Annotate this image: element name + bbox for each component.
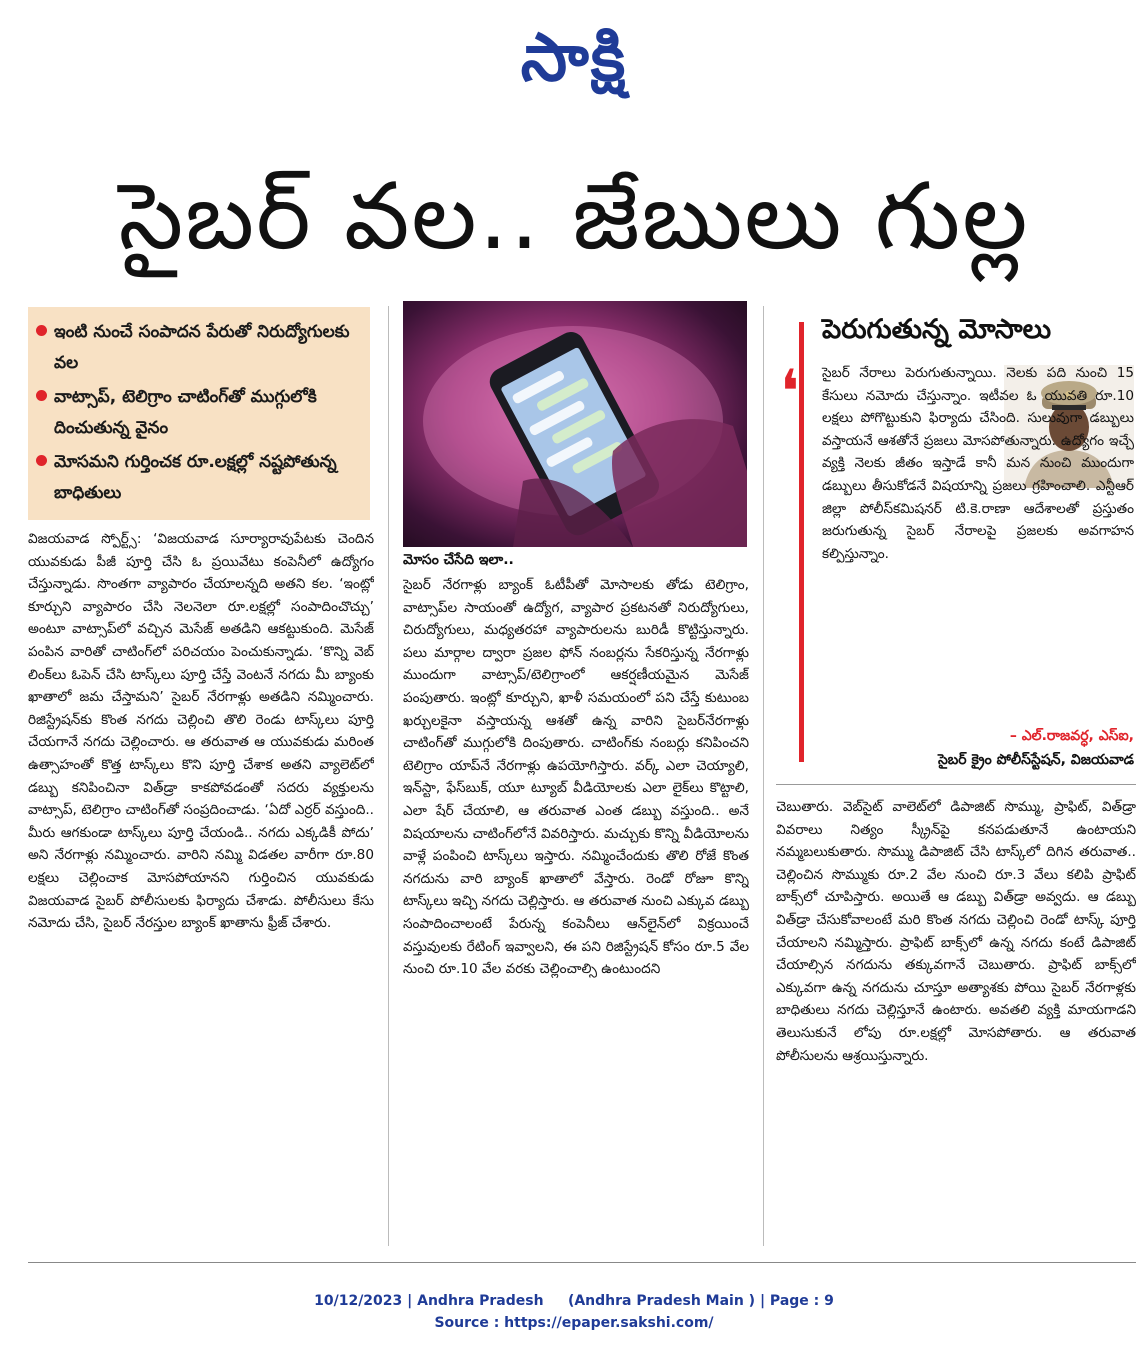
sidebar-title: పెరుగుతున్న మోసాలు [822,314,1052,345]
bullet-icon [36,390,47,401]
sidebar-accent-bar [799,322,804,762]
footer-divider [28,1262,1136,1263]
column-divider [763,306,764,1246]
article-text: చెబుతారు. వెబ్‌సైట్ వాలెట్‌లో డిపాజిట్ సొమ్ము, ప్రాఫిట్, విత్‌డ్రా వివరాలు నిత్యం స్క్రీన్‌పై కనపడుతూనే ఉంటాయని నమ్మబలుకుతారు. సొమ్ము డిపాజిట్ చేసి టాస్క్‌లో దిగిన తరువాత.. చెల్లించిన సొమ్ముకు రూ.2 వేల నుంచి రూ.3 వేలు కలిపి ప్రాఫిట్ బాక్స్‌లో చూపిస్తారు. అయితే ఆ డబ్బు విత్‌డ్రా అవ్వదు. ఆ డబ్బు విత్‌డ్రా చేసుకోవాలంటే మరి కొంత నగదు చెల్లించి రెండో టాస్క్ పూర్తి చేయాలని నమ్మిస్తారు. ప్రాఫిట్ బాక్స్‌లో ఉన్న నగదు కంటే డిపాజిట్ చేయాల్సిన నగదును తక్కువగానే చెబుతారు. ప్రాఫిట్ బాక్స్‌లో ఎక్కువగా ఉన్న నగదును చూస్తూ అత్యాశకు పోయి సైబర్ నేరగాళ్లకు బాధితులు నగదు చెల్లిస్తూనే ఉంటారు. అవతలి వ్యక్తి మాయగాడని తెలుసుకునే లోపు రూ.లక్షల్లో మోసపోతారు. ఆ తరువాత పోలీసులను ఆశ్రయిస్తున్నారు. [776,799,1136,1064]
article-text: సైబర్ నేరగాళ్లు బ్యాంక్ ఓటీపీతో మోసాలకు తోడు టెలిగ్రాం, వాట్సాప్‌ల సాయంతో ఉద్యోగ, వ్యాపార ప్రకటనతో నిరుద్యోగులు, చిరుద్యోగులు, మధ్యతరహా వ్యాపారులను బురిడీ కొట్టిస్తున్నారు. పలు మార్గాల ద్వారా ప్రజల ఫోన్ నంబర్లను సేకరిస్తున్న నేరగాళ్లు ముందుగా వాట్సాప్/టెలిగ్రాంలో ఆకర్షణీయమైన మెసేజ్ పంపుతారు. ఇంట్లో కూర్చుని, ఖాళీ సమయంలో పని చేస్తే కుటుంబ ఖర్చులకైనా వస్తాయన్న ఆశతో ఉన్న వారిని సైబర్‌నేరగాళ్లు చాటింగ్‌తో ముగ్గులోకి దింపుతారు. చాటింగ్‌కు నంబర్లు కనిపించని టెలిగ్రాం యాప్‌నే నేరగాళ్లు ఉపయోగిస్తారు. వర్క్ ఎలా చెయ్యాలి, ఇన్‌స్టా, ఫేస్‌బుక్, యూ ట్యూబ్ వీడియోలకు ఎలా లైక్‌లు కొట్టాలి, ఎలా షేర్ చేయాలి, ఆ తరువాత ఎంత డబ్బు వస్తుంది.. అనే విషయాలను చాటింగ్‌లోనే వివరిస్తారు. మచ్చుకు కొన్ని వీడియోలను వాళ్లే పంపించి టాస్క్‌లు ఇస్తారు. నమ్మించేందుకు తొలి రోజే కొంత నగదును వారి బ్యాంక్ ఖాతాలో వేస్తారు. రెండో రోజూ కొన్ని టాస్క్‌లు ఇచ్చి నగదు చెల్లిస్తారు. ఆ తరువాత నుంచి ఎక్కువ డబ్బు సంపాదించాలంటే పేరున్న కంపెనీలు ఆన్‌లైన్‌లో విక్రయించే వస్తువులకు రేటింగ్ ఇవ్వాలని, ఈ పని రిజిస్ట్రేషన్ కోసం రూ.5 వేల నుంచి రూ.10 వేల వరకు చెల్లించాల్సి ఉంటుందని [403,577,749,978]
bullet-icon [36,325,47,336]
column-divider [388,306,389,1246]
masthead-logo: సాక్షి [520,19,628,96]
article-text: విజయవాడ స్పోర్ట్స్: ‘విజయవాడ సూర్యారావుపేటకు చెందిన యువకుడు పీజీ పూర్తి చేసి ఓ ప్రయివేటు కంపెనీలో ఉద్యోగం చేస్తున్నాడు. సొంతగా వ్యాపారం చేయాలన్నది అతని కల. ‘ఇంట్లో కూర్చుని వ్యాపారం చేసి నెలనెలా రూ.లక్షల్లో సంపాదించొచ్చు’ అంటూ వాట్సాప్‌లో వచ్చిన మెసేజ్ అతడిని ఆకట్టుకుంది. మెసేజ్ పంపిన వారితో చాటింగ్‌లో పరిచయం పెంచుకున్నాడు. ‘కొన్ని వెబ్ లింక్‌లు ఓపెన్ చేసి టాస్క్‌లు పూర్తి చేస్తే వెంటనే నగదు మీ బ్యాంకు ఖాతాలో జమ చేస్తామని’ సైబర్ నేరగాళ్లు అతడిని నమ్మించారు. రిజిస్ట్రేషన్‌కు కొంత నగదు చెల్లించి తొలి రెండు టాస్క్‌లు పూర్తి చేయగానే నగదు చెల్లించారు. ఆ తరువాత ఆ యువకుడు మరింత ఉత్సాహంతో కొత్త టాస్క్‌లు కొని పూర్తి చేశాక అతని వ్యాలెట్‌లో డబ్బు కనిపించినా విత్‌డ్రా కాకపోవడంతో సదరు వ్యక్తులను వాట్సాప్, టెలిగ్రాం చాటింగ్‌తో సంప్రదించాడు. ‘ఏదో ఎర్రర్ వస్తుంది.. మీరు ఆగకుండా టాస్క్‌లు పూర్తి చేయండి.. నగదు ఎక్కడికీ పోదు’ అని నేరగాళ్లు నమ్మించారు. వారిని నమ్మి విడతల వారీగా రూ.80 లక్షలు చెల్లించాక మోసపోయానని గుర్తించిన యువకుడు విజయవాడ సైబర్ పోలీసులకు ఫిర్యాదు చేశాడు. పోలీసులు కేసు నమోదు చేసి, సైబర్ నేరస్తుల బ్యాంక్ ఖాతాను ఫ్రీజ్ చేశారు. [28,531,374,932]
footer-source-link[interactable]: Source : https://epaper.sakshi.com/ [434,1315,714,1331]
bullet-icon [36,455,47,466]
headline: సైబర్ వల.. జేబులు గుల్ల [118,163,1030,270]
quote-mark-icon: ❛ [780,357,800,427]
highlight-item [36,382,362,444]
highlight-text: మోసమని గుర్తించక రూ.లక్షల్లో నష్టపోతున్న బాధితులు [54,452,337,503]
signature-name: – ఎల్.రాజవర్ధ, ఎస్ఐ, [1009,728,1134,744]
highlights-box [28,307,370,520]
article-column-2 [403,574,749,1246]
section-heading: మోసం చేసేది ఇలా.. [403,552,514,568]
smartphone-photo [403,301,747,547]
highlight-item [36,317,362,379]
article-column-1 [28,528,374,1248]
highlight-text: ఇంటి నుంచే సంపాదన పేరుతో నిరుద్యోగులకు వల [54,322,350,373]
highlight-text: వాట్సాప్, టెలిగ్రాం చాటింగ్‌తో ముగ్గులోకి దించుతున్న వైనం [54,387,317,438]
footer-dateline: 10/12/2023 | Andhra Pradesh (Andhra Pradesh Main ) | Page : 9 [314,1293,834,1309]
smartphone-illustration [403,301,747,547]
signature-organization: సైబర్ క్రైం పోలీస్‌స్టేషన్, విజయవాడ [937,752,1134,768]
sidebar-quote-text [822,362,1134,565]
highlight-item [36,447,362,509]
article-column-3 [776,796,1136,1246]
sidebar-body: సైబర్ నేరాలు పెరుగుతున్నాయి. నెలకు పది నుంచి 15 కేసులు నమోదు చేస్తున్నాం. ఇటీవల ఓ యువతి రూ.10 లక్షలు పోగొట్టుకుని ఫిర్యాదు చేసింది. సులువుగా డబ్బులు వస్తాయనే ఆశతోనే ప్రజలు మోసపోతున్నారు. ఉద్యోగం ఇచ్చే వ్యక్తి నెలకు జీతం ఇస్తాడే కానీ మన నుంచి ముందుగా డబ్బులు తీసుకోడనే విషయాన్ని ప్రజలు గ్రహించాలి. ఎన్టీఆర్ జిల్లా పోలీస్‌కమిషనర్ టి.కె.రాణా ఆదేశాలతో ప్రస్తుతం జరుగుతున్న సైబర్ నేరాలపై ప్రజలకు అవగాహన కల్పిస్తున్నాం. [822,365,1134,562]
divider [776,784,1136,785]
